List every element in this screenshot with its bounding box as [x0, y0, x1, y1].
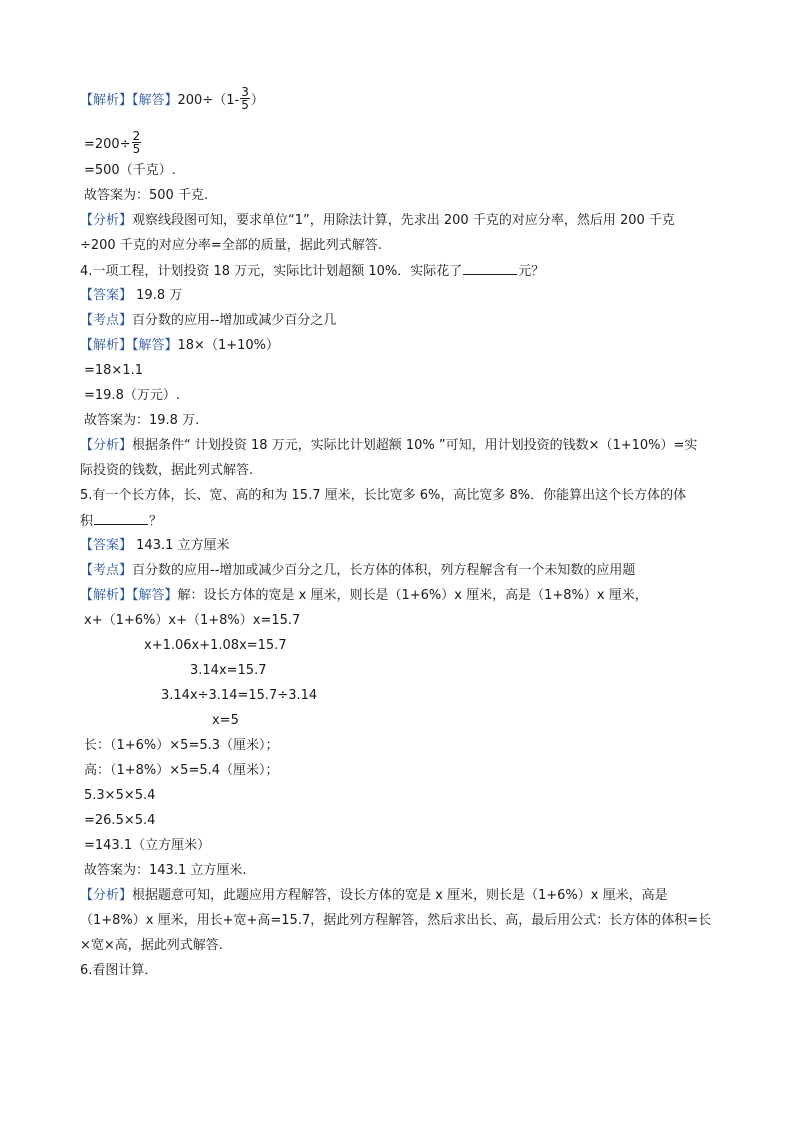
- fraction-numerator: 3: [241, 85, 249, 99]
- equation-line-2: x+1.06x+1.08x=15.7: [144, 638, 287, 653]
- question-text-end: ？: [149, 514, 163, 529]
- answer-line: 故答案为：500 千克.: [84, 188, 209, 203]
- q5-analysis-3: ×宽×高，据此列式解答.: [80, 938, 223, 953]
- expr-post: ）: [250, 93, 264, 108]
- question-5-line-2: [80, 512, 162, 531]
- question-4: [80, 262, 544, 281]
- analysis-text: 根据题意可知，此题应用方程解答，设长方体的宽是 x 厘米，则长是（1+6%）x 厘米，高是: [132, 888, 668, 903]
- question-6: 6.看图计算．: [80, 963, 158, 978]
- solution-line-2: [84, 129, 142, 157]
- equation-line-1: x+（1+6%）x+（1+8%）x=15.7: [84, 613, 301, 628]
- q4-solution: [80, 337, 279, 355]
- analysis-text: 根据条件“ 计划投资 18 万元，实际比计划超额 10% ”可知，用计划投资的钱数×（1+10%）=实: [132, 438, 698, 453]
- q4-keypoint: [80, 312, 336, 330]
- fraction-denominator: 5: [241, 98, 249, 112]
- equation-line-5: x=5: [212, 713, 239, 728]
- q4-step-2: =18×1.1: [84, 363, 144, 378]
- solution-line-1: [80, 85, 264, 113]
- question-text: 4.一项工程，计划投资 18 万元，实际比计划超额 10%．实际花了: [80, 264, 463, 279]
- expr-pre: =200÷: [84, 137, 131, 152]
- fraction: [132, 130, 142, 155]
- fraction-numerator: 2: [132, 129, 141, 143]
- keypoint-tag: 【考点】: [80, 313, 133, 328]
- solution-tag: 【解析】【解答】: [80, 588, 178, 603]
- length-calc: 长：（1+6%）×5=5.3（厘米）；: [84, 738, 279, 753]
- answer-tag: 【答案】: [80, 288, 133, 303]
- answer-tag: 【答案】: [80, 538, 133, 553]
- q5-analysis-1: [80, 887, 668, 905]
- solution-tag: 【解析】【解答】: [80, 93, 178, 108]
- fraction: [240, 86, 250, 111]
- analysis-line-2: ÷200 千克的对应分率=全部的质量，据此列式解答.: [80, 238, 382, 253]
- q4-answer-line: 故答案为：19.8 万.: [84, 413, 200, 428]
- equation-line-4: 3.14x÷3.14=15.7÷3.14: [161, 688, 318, 703]
- question-text-end: 元？: [518, 264, 545, 279]
- volume-calc-3: =143.1（立方厘米）: [84, 838, 211, 853]
- keypoint-text: 百分数的应用--增加或减少百分之几，长方体的体积，列方程解含有一个未知数的应用题: [132, 563, 636, 578]
- question-5-line-1: 5.有一个长方体，长、宽、高的和为 15.7 厘米，长比宽多 6%，高比宽多 8%．你能算出这个长方体的体: [80, 488, 687, 503]
- analysis-tag: 【分析】: [80, 888, 133, 903]
- solution-text: 解：设长方体的宽是 x 厘米，则长是（1+6%）x 厘米，高是（1+8%）x 厘米，: [177, 588, 648, 603]
- volume-calc-1: 5.3×5×5.4: [84, 788, 156, 803]
- analysis-tag: 【分析】: [80, 438, 133, 453]
- keypoint-text: 百分数的应用--增加或减少百分之几: [132, 313, 337, 328]
- q4-answer: [80, 287, 182, 305]
- height-calc: 高：（1+8%）×5=5.4（厘米）；: [84, 763, 279, 778]
- answer-value: 19.8 万: [132, 288, 183, 303]
- question-text: 积: [80, 514, 94, 529]
- expr-pre: 200÷（1-: [177, 93, 240, 108]
- q5-solution: [80, 587, 648, 605]
- fraction-denominator: 5: [132, 142, 141, 156]
- solution-line-3: =500（千克）.: [84, 163, 176, 178]
- keypoint-tag: 【考点】: [80, 563, 133, 578]
- analysis-tag: 【分析】: [80, 213, 133, 228]
- answer-blank: [94, 512, 148, 525]
- solution-tag: 【解析】【解答】: [80, 338, 178, 353]
- q4-analysis-1: [80, 437, 697, 455]
- volume-calc-2: =26.5×5.4: [84, 813, 156, 828]
- q4-analysis-2: 际投资的钱数，据此列式解答.: [80, 463, 254, 478]
- analysis-text: 观察线段图可知，要求单位“1”，用除法计算，先求出 200 千克的对应分率，然后用 200 千克: [132, 213, 675, 228]
- answer-blank: [463, 262, 517, 275]
- solution-text: 18×（1+10%）: [177, 338, 280, 353]
- q5-answer-line: 故答案为：143.1 立方厘米.: [84, 863, 247, 878]
- q5-keypoint: [80, 562, 635, 580]
- analysis-line-1: [80, 212, 675, 230]
- equation-line-3: 3.14x=15.7: [190, 663, 267, 678]
- q4-step-3: =19.8（万元）.: [84, 388, 180, 403]
- q5-answer: [80, 537, 230, 555]
- answer-value: 143.1 立方厘米: [132, 538, 230, 553]
- q5-analysis-2: （1+8%）x 厘米，用长+宽+高=15.7，据此列方程解答，然后求出长、高，最后用公式：长方体的体积=长: [80, 913, 712, 928]
